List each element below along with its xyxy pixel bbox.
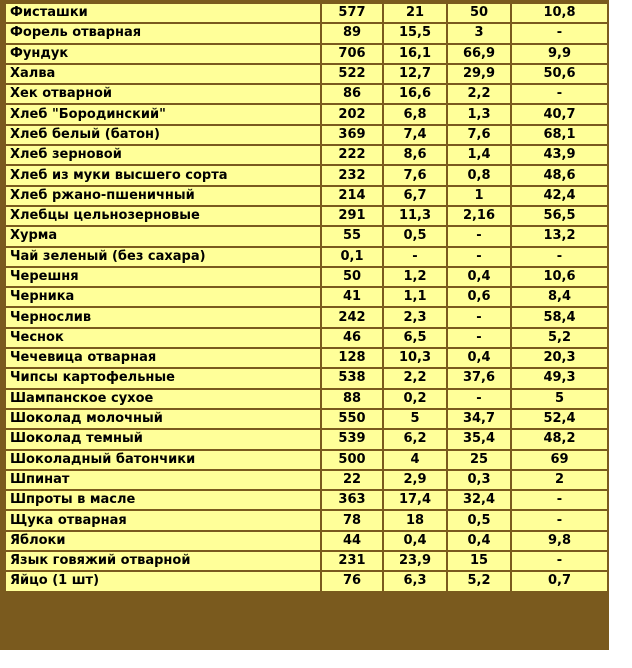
table-row: [6, 146, 607, 164]
protein-cell: 23,9: [384, 552, 446, 570]
protein-cell: 7,4: [384, 126, 446, 144]
fat-cell: -: [448, 329, 510, 347]
protein-cell: 12,7: [384, 65, 446, 83]
food-name-cell: Чечевица отварная: [6, 349, 320, 367]
fat-cell: -: [448, 227, 510, 245]
carbs-cell: 48,2: [512, 430, 607, 448]
calories-cell: 538: [322, 369, 382, 387]
table-row: [6, 24, 607, 42]
fat-cell: 0,4: [448, 349, 510, 367]
food-name-cell: Фисташки: [6, 4, 320, 22]
table-row: [6, 207, 607, 225]
calories-cell: 522: [322, 65, 382, 83]
calories-cell: 706: [322, 45, 382, 63]
calories-cell: 0,1: [322, 248, 382, 266]
carbs-cell: 49,3: [512, 369, 607, 387]
calories-cell: 222: [322, 146, 382, 164]
carbs-cell: 9,9: [512, 45, 607, 63]
nutrition-table-body: [6, 4, 607, 591]
calories-cell: 88: [322, 390, 382, 408]
table-row: [6, 430, 607, 448]
table-row: [6, 126, 607, 144]
carbs-cell: 5,2: [512, 329, 607, 347]
carbs-cell: 69: [512, 451, 607, 469]
fat-cell: 29,9: [448, 65, 510, 83]
food-name-cell: Чай зеленый (без сахара): [6, 248, 320, 266]
table-row: [6, 187, 607, 205]
food-name-cell: Хлеб белый (батон): [6, 126, 320, 144]
fat-cell: 0,4: [448, 268, 510, 286]
calories-cell: 577: [322, 4, 382, 22]
food-name-cell: Хек отварной: [6, 85, 320, 103]
calories-cell: 214: [322, 187, 382, 205]
carbs-cell: 68,1: [512, 126, 607, 144]
carbs-cell: 8,4: [512, 288, 607, 306]
carbs-cell: -: [512, 552, 607, 570]
calories-cell: 22: [322, 471, 382, 489]
food-name-cell: Яйцо (1 шт): [6, 572, 320, 590]
protein-cell: 1,2: [384, 268, 446, 286]
table-row: [6, 85, 607, 103]
fat-cell: 1,4: [448, 146, 510, 164]
carbs-cell: -: [512, 85, 607, 103]
protein-cell: 2,3: [384, 308, 446, 326]
table-row: [6, 248, 607, 266]
protein-cell: 8,6: [384, 146, 446, 164]
fat-cell: 0,3: [448, 471, 510, 489]
table-row: [6, 390, 607, 408]
protein-cell: 15,5: [384, 24, 446, 42]
fat-cell: 0,6: [448, 288, 510, 306]
fat-cell: 2,16: [448, 207, 510, 225]
food-name-cell: Шпроты в масле: [6, 491, 320, 509]
carbs-cell: 56,5: [512, 207, 607, 225]
calories-cell: 46: [322, 329, 382, 347]
protein-cell: 16,1: [384, 45, 446, 63]
protein-cell: 10,3: [384, 349, 446, 367]
fat-cell: 35,4: [448, 430, 510, 448]
carbs-cell: 52,4: [512, 410, 607, 428]
fat-cell: 1: [448, 187, 510, 205]
table-row: [6, 471, 607, 489]
food-name-cell: Хлеб зерновой: [6, 146, 320, 164]
table-row: [6, 572, 607, 590]
food-name-cell: Чипсы картофельные: [6, 369, 320, 387]
food-name-cell: Яблоки: [6, 532, 320, 550]
table-row: [6, 105, 607, 123]
food-name-cell: Шампанское сухое: [6, 390, 320, 408]
table-row: [6, 369, 607, 387]
carbs-cell: 10,6: [512, 268, 607, 286]
protein-cell: 18: [384, 511, 446, 529]
carbs-cell: 13,2: [512, 227, 607, 245]
food-name-cell: Чеснок: [6, 329, 320, 347]
fat-cell: 1,3: [448, 105, 510, 123]
carbs-cell: 10,8: [512, 4, 607, 22]
carbs-cell: 2: [512, 471, 607, 489]
fat-cell: 0,8: [448, 166, 510, 184]
calories-cell: 202: [322, 105, 382, 123]
nutrition-table: [4, 2, 609, 593]
protein-cell: 4: [384, 451, 446, 469]
carbs-cell: 43,9: [512, 146, 607, 164]
calories-cell: 550: [322, 410, 382, 428]
food-name-cell: Щука отварная: [6, 511, 320, 529]
protein-cell: 21: [384, 4, 446, 22]
carbs-cell: -: [512, 24, 607, 42]
fat-cell: 5,2: [448, 572, 510, 590]
calories-cell: 363: [322, 491, 382, 509]
protein-cell: 6,8: [384, 105, 446, 123]
protein-cell: 16,6: [384, 85, 446, 103]
fat-cell: 50: [448, 4, 510, 22]
protein-cell: 6,7: [384, 187, 446, 205]
carbs-cell: 9,8: [512, 532, 607, 550]
food-name-cell: Шпинат: [6, 471, 320, 489]
calories-cell: 86: [322, 85, 382, 103]
fat-cell: 0,4: [448, 532, 510, 550]
calories-cell: 50: [322, 268, 382, 286]
food-name-cell: Черника: [6, 288, 320, 306]
food-name-cell: Хлеб ржано-пшеничный: [6, 187, 320, 205]
table-row: [6, 227, 607, 245]
protein-cell: 0,2: [384, 390, 446, 408]
food-name-cell: Хлеб "Бородинский": [6, 105, 320, 123]
carbs-cell: 40,7: [512, 105, 607, 123]
table-row: [6, 349, 607, 367]
table-row: [6, 491, 607, 509]
fat-cell: -: [448, 390, 510, 408]
carbs-cell: 0,7: [512, 572, 607, 590]
table-row: [6, 166, 607, 184]
protein-cell: 6,3: [384, 572, 446, 590]
food-name-cell: Чернослив: [6, 308, 320, 326]
table-row: [6, 552, 607, 570]
calories-cell: 500: [322, 451, 382, 469]
fat-cell: -: [448, 248, 510, 266]
food-name-cell: Язык говяжий отварной: [6, 552, 320, 570]
carbs-cell: 48,6: [512, 166, 607, 184]
food-name-cell: Форель отварная: [6, 24, 320, 42]
calories-cell: 89: [322, 24, 382, 42]
carbs-cell: 50,6: [512, 65, 607, 83]
fat-cell: -: [448, 308, 510, 326]
food-name-cell: Шоколадный батончики: [6, 451, 320, 469]
protein-cell: 6,5: [384, 329, 446, 347]
calories-cell: 369: [322, 126, 382, 144]
food-name-cell: Шоколад темный: [6, 430, 320, 448]
table-row: [6, 532, 607, 550]
table-row: [6, 511, 607, 529]
food-name-cell: Халва: [6, 65, 320, 83]
carbs-cell: 42,4: [512, 187, 607, 205]
food-name-cell: Черешня: [6, 268, 320, 286]
calories-cell: 231: [322, 552, 382, 570]
carbs-cell: 5: [512, 390, 607, 408]
calories-cell: 242: [322, 308, 382, 326]
fat-cell: 34,7: [448, 410, 510, 428]
calories-cell: 128: [322, 349, 382, 367]
food-name-cell: Шоколад молочный: [6, 410, 320, 428]
protein-cell: 6,2: [384, 430, 446, 448]
table-row: [6, 4, 607, 22]
protein-cell: 7,6: [384, 166, 446, 184]
fat-cell: 66,9: [448, 45, 510, 63]
calories-cell: 232: [322, 166, 382, 184]
protein-cell: 17,4: [384, 491, 446, 509]
protein-cell: 0,4: [384, 532, 446, 550]
table-row: [6, 45, 607, 63]
food-name-cell: Хлеб из муки высшего сорта: [6, 166, 320, 184]
calories-cell: 539: [322, 430, 382, 448]
protein-cell: -: [384, 248, 446, 266]
carbs-cell: 58,4: [512, 308, 607, 326]
fat-cell: 15: [448, 552, 510, 570]
food-name-cell: Фундук: [6, 45, 320, 63]
fat-cell: 7,6: [448, 126, 510, 144]
fat-cell: 32,4: [448, 491, 510, 509]
table-row: [6, 410, 607, 428]
carbs-cell: -: [512, 491, 607, 509]
carbs-cell: -: [512, 511, 607, 529]
fat-cell: 3: [448, 24, 510, 42]
fat-cell: 25: [448, 451, 510, 469]
table-row: [6, 451, 607, 469]
protein-cell: 2,9: [384, 471, 446, 489]
calories-cell: 78: [322, 511, 382, 529]
calories-cell: 41: [322, 288, 382, 306]
protein-cell: 5: [384, 410, 446, 428]
table-row: [6, 329, 607, 347]
calories-cell: 55: [322, 227, 382, 245]
calories-cell: 291: [322, 207, 382, 225]
calories-cell: 44: [322, 532, 382, 550]
food-name-cell: Хлебцы цельнозерновые: [6, 207, 320, 225]
table-row: [6, 288, 607, 306]
carbs-cell: -: [512, 248, 607, 266]
table-row: [6, 65, 607, 83]
protein-cell: 11,3: [384, 207, 446, 225]
fat-cell: 2,2: [448, 85, 510, 103]
fat-cell: 0,5: [448, 511, 510, 529]
fat-cell: 37,6: [448, 369, 510, 387]
carbs-cell: 20,3: [512, 349, 607, 367]
table-row: [6, 308, 607, 326]
protein-cell: 1,1: [384, 288, 446, 306]
calories-cell: 76: [322, 572, 382, 590]
protein-cell: 2,2: [384, 369, 446, 387]
protein-cell: 0,5: [384, 227, 446, 245]
food-name-cell: Хурма: [6, 227, 320, 245]
table-row: [6, 268, 607, 286]
